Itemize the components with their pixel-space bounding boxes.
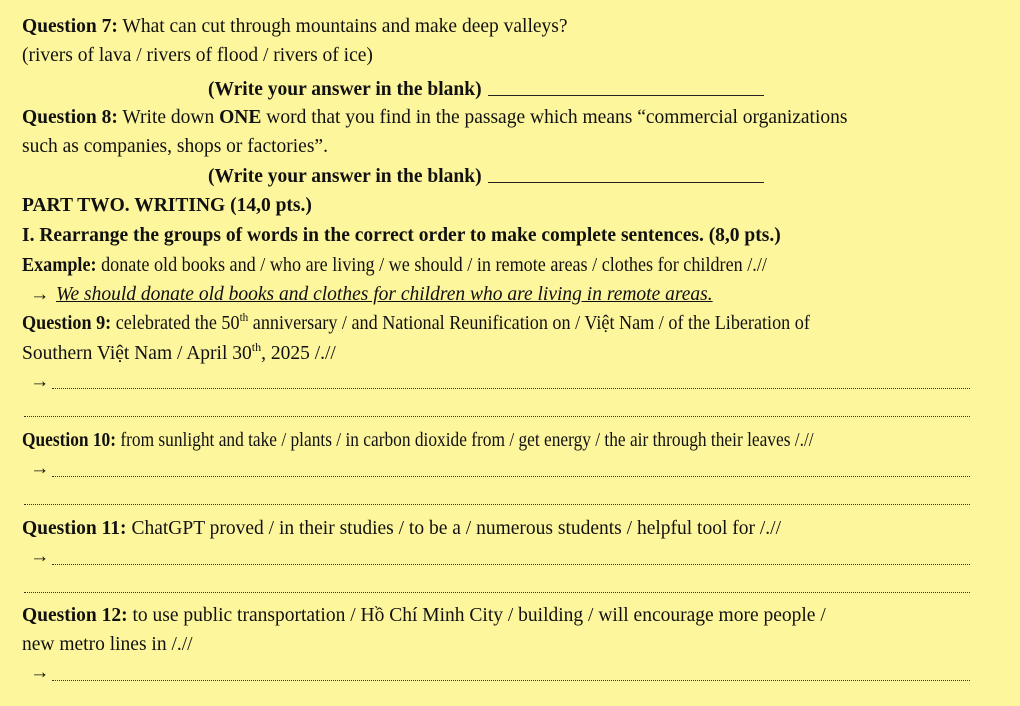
question-12 (22, 604, 996, 628)
question-7-answer-row (208, 78, 996, 102)
example-answer: We should donate old books and clothes for children who are living in remote areas. (56, 284, 713, 305)
question-9-arrow-row (30, 370, 996, 394)
question-7-instruction: (Write your answer in the blank) (208, 79, 482, 100)
question-9-text-cont: anniversary / and National Reunification on / Việt Nam / of the Liberation of (248, 313, 810, 334)
question-9-superscript-2: th (251, 340, 262, 354)
question-8-text-line2: such as companies, shops or factories”. (22, 136, 328, 157)
question-8 (22, 106, 996, 130)
question-11-answer-line-1[interactable] (52, 564, 970, 565)
question-10-text: from sunlight and take / plants / in carbon dioxide from / get energy / the air through their leaves /.// (116, 430, 814, 451)
question-12-arrow-row (30, 661, 996, 685)
question-8-answer-row (208, 165, 996, 189)
question-7 (22, 15, 996, 39)
question-8-label: Question 8: (22, 107, 118, 128)
example-answer-row (30, 283, 996, 307)
question-9-label: Question 9: (22, 313, 112, 334)
question-9-text-line2: Southern Việt Nam / April 30 (22, 343, 252, 364)
question-8-text-cont: word that you find in the passage which means “commercial organizations (261, 107, 848, 128)
question-8-emphasis: ONE (219, 107, 262, 128)
arrow-icon: → (30, 458, 50, 479)
example-text: donate old books and / who are living / we should / in remote areas / clothes for children /.// (96, 255, 767, 276)
question-10 (22, 429, 996, 453)
question-11-text: ChatGPT proved / in their studies / to be a / numerous students / helpful tool for /.// (126, 518, 782, 539)
question-8-text: Write down (117, 107, 220, 128)
question-11 (22, 517, 996, 541)
question-9 (22, 312, 996, 336)
question-9-text: celebrated the 50 (111, 313, 240, 334)
question-10-label: Question 10: (22, 430, 117, 451)
arrow-icon: → (30, 284, 50, 305)
section-1-heading: I. Rearrange the groups of words in the correct order to make complete sentences. (8,0 pts.) (22, 225, 781, 246)
question-12-answer-line-1[interactable] (52, 680, 970, 681)
example (22, 254, 996, 278)
question-8-instruction: (Write your answer in the blank) (208, 166, 482, 187)
question-11-answer-line-2[interactable] (24, 592, 970, 593)
part-two-heading: PART TWO. WRITING (14,0 pts.) (22, 195, 312, 216)
question-9-text-end: , 2025 /.// (261, 343, 336, 364)
question-9-line2 (22, 342, 996, 366)
question-9-answer-line-2[interactable] (24, 416, 970, 417)
question-7-answer-blank[interactable] (488, 95, 764, 96)
arrow-icon: → (30, 371, 50, 392)
arrow-icon: → (30, 546, 50, 567)
question-11-label: Question 11: (22, 518, 127, 539)
question-12-label: Question 12: (22, 605, 128, 626)
question-12-text: to use public transportation / Hồ Chí Minh City / building / will encourage more people / (127, 605, 826, 626)
example-label: Example: (22, 255, 97, 276)
question-9-answer-line-1[interactable] (52, 388, 970, 389)
question-10-arrow-row (30, 457, 996, 481)
question-9-superscript: th (239, 310, 249, 324)
question-7-options: (rivers of lava / rivers of flood / rivers of ice) (22, 45, 373, 66)
arrow-icon: → (30, 662, 50, 683)
question-10-answer-line-1[interactable] (52, 476, 970, 477)
question-10-answer-line-2[interactable] (24, 504, 970, 505)
question-7-label: Question 7: (22, 16, 118, 37)
question-8-answer-blank[interactable] (488, 182, 764, 183)
question-7-text: What can cut through mountains and make deep valleys? (117, 16, 568, 37)
question-11-arrow-row (30, 545, 996, 569)
question-12-text-line2: new metro lines in /.// (22, 634, 193, 655)
